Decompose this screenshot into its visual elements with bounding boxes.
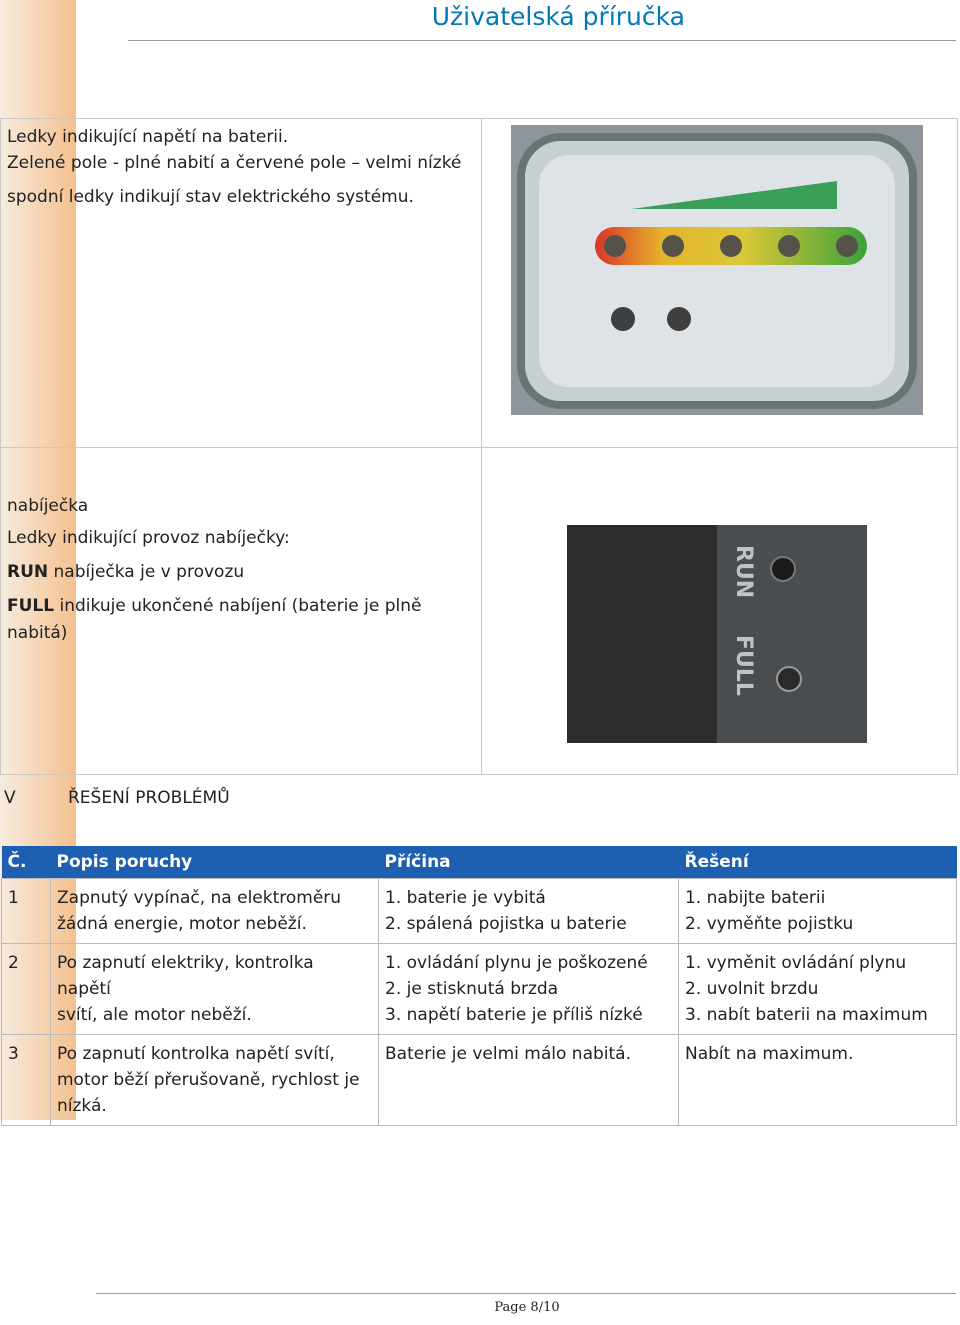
section-letter: V	[4, 788, 16, 808]
problem-cell: Po zapnutí kontrolka napětí svítí, motor běží přerušovaně, rychlost je nízká.	[51, 1035, 379, 1126]
footer-rule	[96, 1293, 956, 1294]
page-title: Uživatelská příručka	[431, 2, 685, 31]
table-row	[2, 1035, 957, 1126]
panel-divider	[481, 448, 482, 774]
table-header-row	[2, 846, 957, 879]
photo-full-label: FULL	[731, 635, 756, 696]
section-title: ŘEŠENÍ PROBLÉMŮ	[68, 788, 230, 808]
cause-cell: Baterie je velmi málo nabitá.	[379, 1035, 679, 1126]
status-led-1	[611, 307, 635, 331]
full-description-cont: nabitá)	[7, 623, 68, 643]
header-rule	[128, 40, 956, 41]
row-number: 1	[2, 879, 51, 944]
charger-led-photo	[567, 525, 867, 743]
problem-cell: Zapnutý vypínač, na elektroměru žádná energie, motor neběží.	[51, 879, 379, 944]
status-led-2	[667, 307, 691, 331]
full-text: indikuje ukončené nabíjení (baterie je plně	[54, 596, 422, 616]
run-led	[771, 557, 795, 581]
header-cause: Příčina	[379, 846, 679, 879]
charger-intro: Ledky indikující provoz nabíječky:	[7, 528, 290, 548]
row-number: 2	[2, 944, 51, 1035]
led-1	[604, 235, 626, 257]
charger-title: nabíječka	[7, 496, 89, 516]
header-number: Č.	[2, 846, 51, 879]
table-row	[2, 879, 957, 944]
led-3	[720, 235, 742, 257]
battery-text-line-2: Zelené pole - plné nabití a červené pole – velmi nízké	[7, 153, 462, 173]
solution-cell: 1. nabijte baterii 2. vyměňte pojistku	[679, 879, 957, 944]
solution-cell: 1. vyměnit ovládání plynu 2. uvolnit brzdu 3. nabít baterii na maximum	[679, 944, 957, 1035]
panel-divider	[481, 119, 482, 447]
led-2	[662, 235, 684, 257]
run-label: RUN	[7, 562, 49, 582]
full-label: FULL	[7, 596, 55, 616]
header-solution: Řešení	[679, 846, 957, 879]
problem-cell: Po zapnutí elektriky, kontrolka napětí svítí, ale motor neběží.	[51, 944, 379, 1035]
row-number: 3	[2, 1035, 51, 1126]
full-description	[7, 596, 422, 616]
full-led	[777, 667, 801, 691]
battery-led-photo	[511, 125, 923, 415]
troubleshooting-table	[1, 846, 957, 1126]
battery-text-line-3: spodní ledky indikují stav elektrického systému.	[7, 187, 414, 207]
page-number: Page 8/10	[494, 1300, 560, 1315]
battery-text-line-1: Ledky indikující napětí na baterii.	[7, 127, 289, 147]
run-text: nabíječka je v provozu	[48, 562, 245, 582]
led-5	[836, 235, 858, 257]
solution-cell: Nabít na maximum.	[679, 1035, 957, 1126]
header-problem: Popis poruchy	[51, 846, 379, 879]
table-row	[2, 944, 957, 1035]
cause-cell: 1. baterie je vybitá 2. spálená pojistka u baterie	[379, 879, 679, 944]
led-4	[778, 235, 800, 257]
cause-cell: 1. ovládání plynu je poškozené 2. je stisknutá brzda 3. napětí baterie je příliš nízké	[379, 944, 679, 1035]
run-description	[7, 562, 244, 582]
photo-run-label: RUN	[731, 545, 756, 599]
